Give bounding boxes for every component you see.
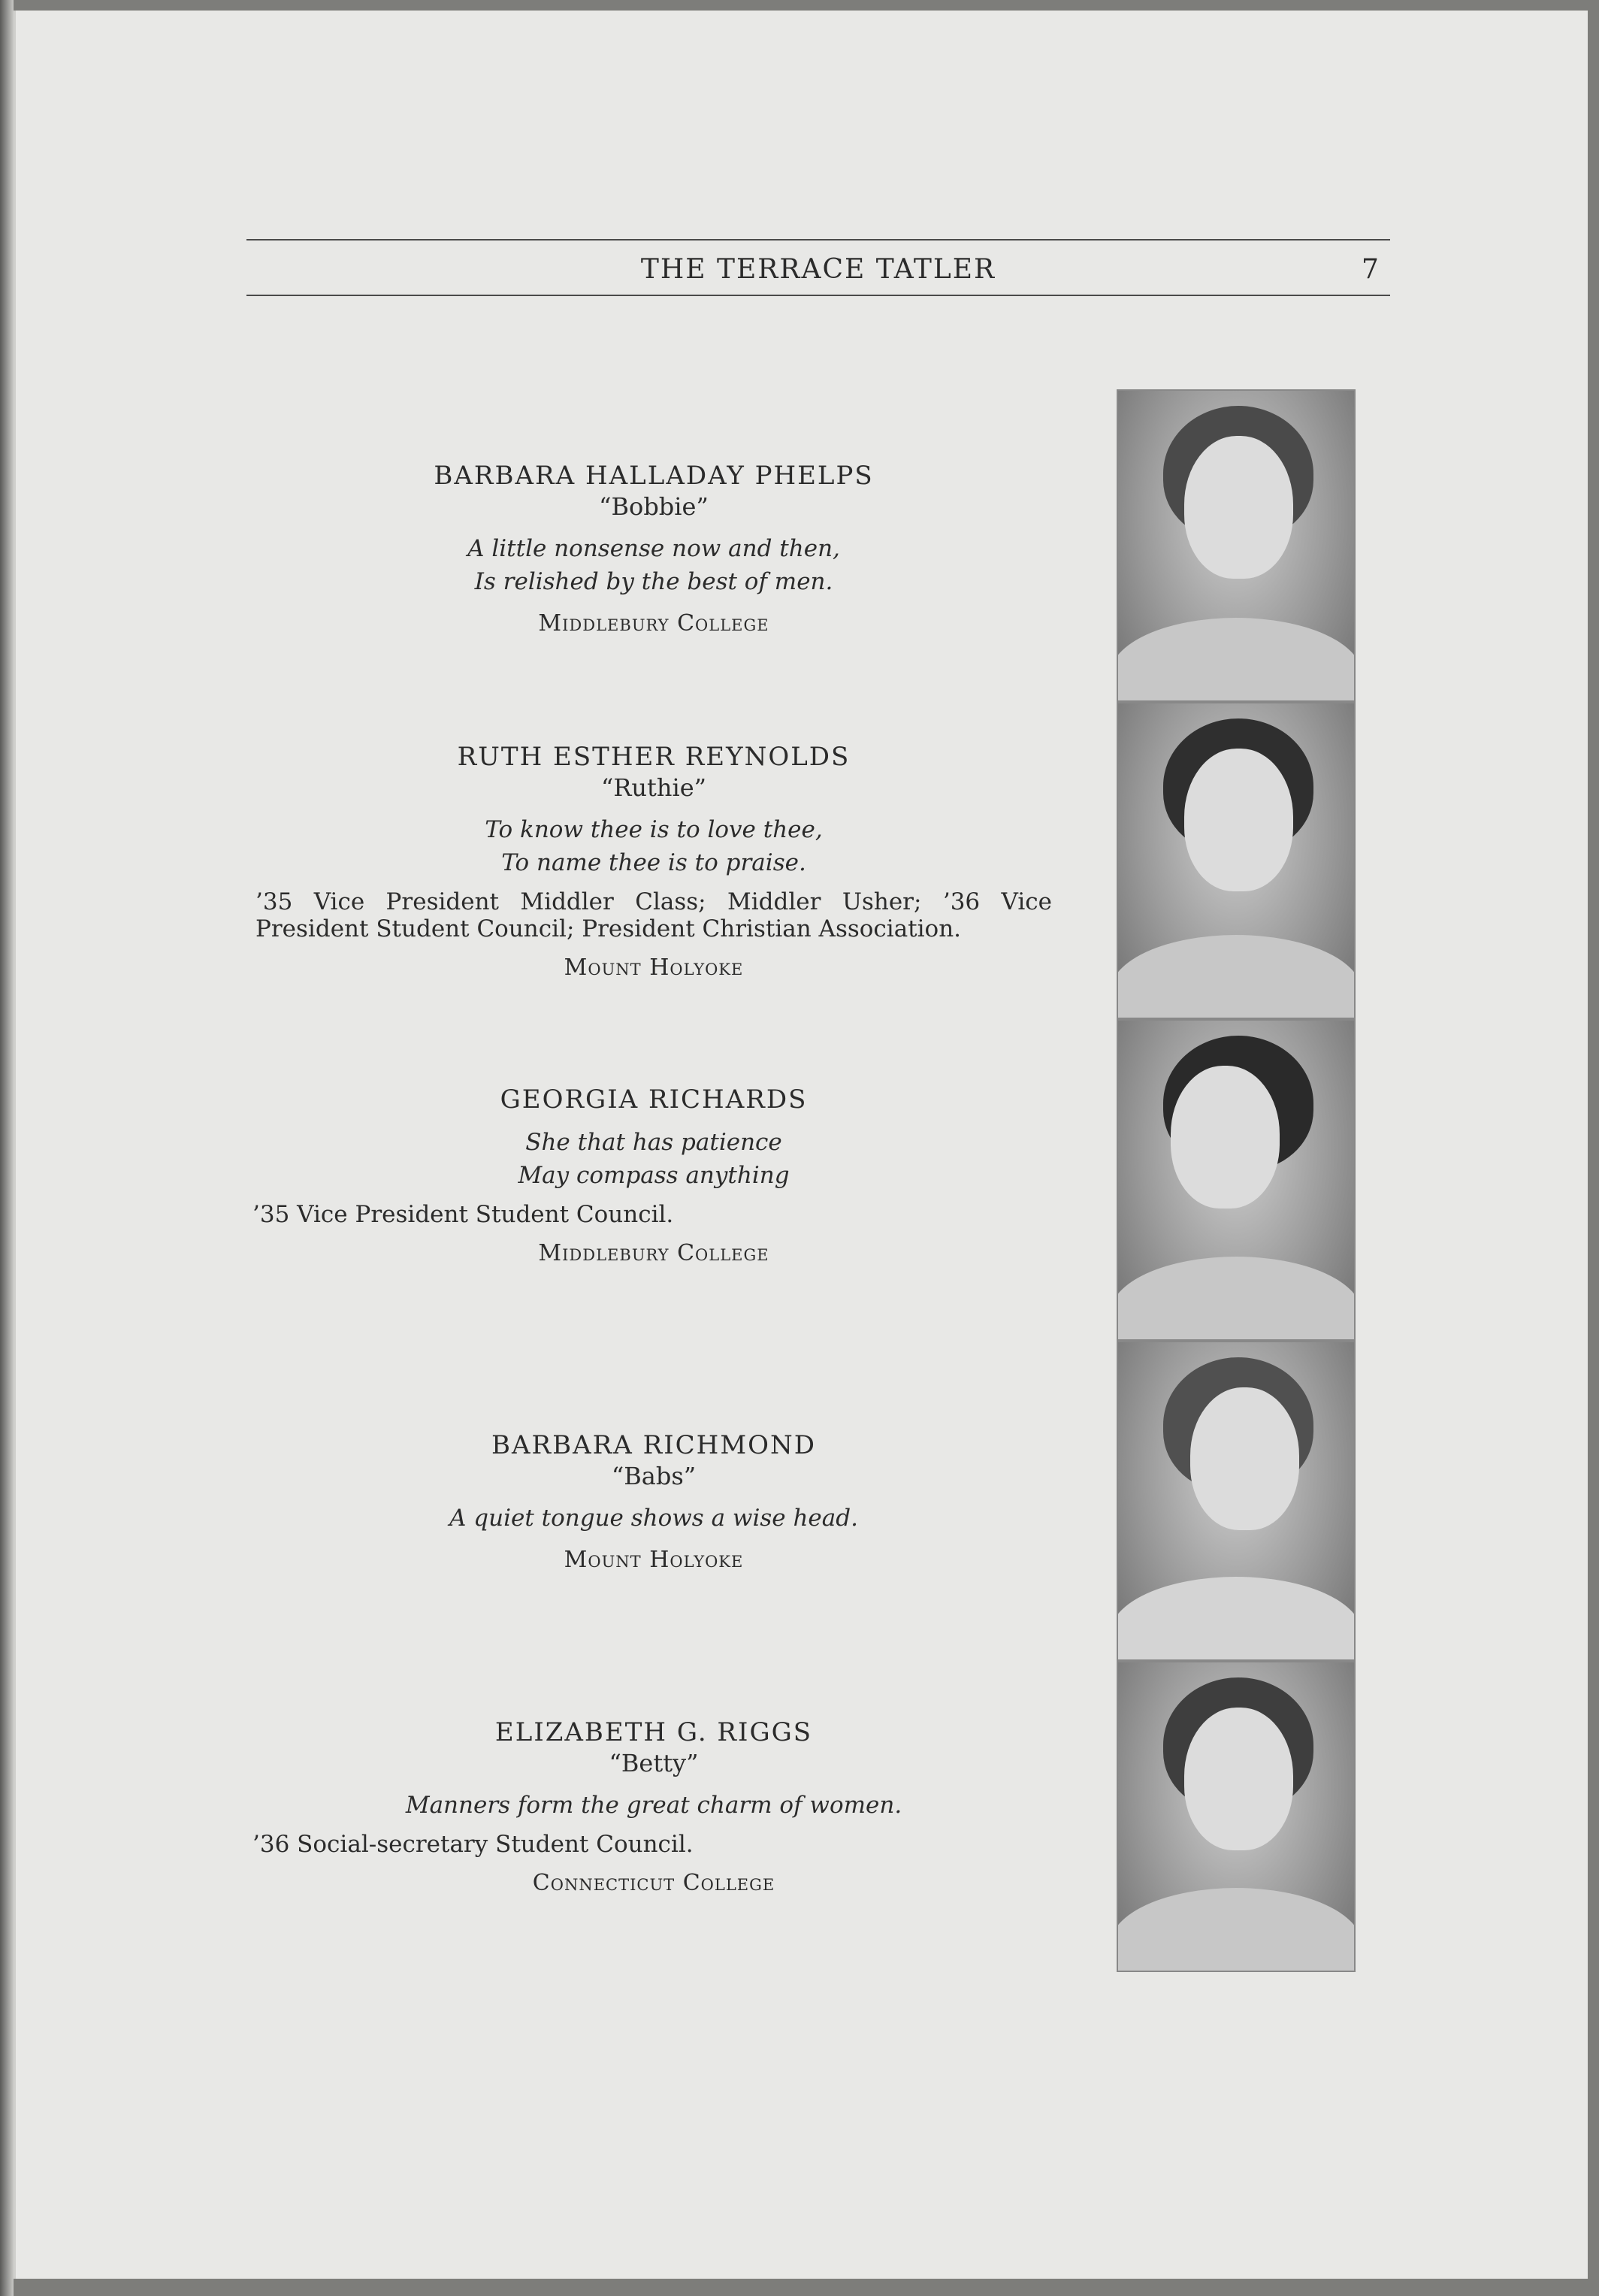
student-name: ELIZABETH G. RIGGS	[494, 1717, 813, 1747]
portrait-photo	[1117, 389, 1356, 702]
portrait-collar	[1117, 1888, 1356, 1972]
quote-line: Manners form the great charm of women.	[405, 1792, 902, 1819]
header-top-rule	[246, 239, 1390, 240]
student-college: Middlebury College	[538, 1240, 769, 1266]
student-honors: ’36 Social-secretary Student Council.	[252, 1831, 694, 1858]
portrait-collar	[1117, 1257, 1356, 1341]
student-name: BARBARA HALLADAY PHELPS	[434, 461, 874, 491]
student-quote	[225, 813, 1082, 879]
student-honors: ’35 Vice President Middler Class; Middler Usher; ’36 Vice President Student Council; President Christian Association.	[255, 888, 1052, 942]
quote-line: May compass anything	[518, 1162, 790, 1189]
student-quote	[225, 1502, 1082, 1535]
quote-line: A quiet tongue shows a wise head.	[449, 1505, 858, 1532]
portrait-face	[1171, 1066, 1280, 1209]
student-nickname: “Bobbie”	[599, 492, 709, 521]
quote-line: A little nonsense now and then,	[467, 535, 840, 562]
student-college: Mount Holyoke	[564, 954, 744, 981]
portrait-face	[1184, 1708, 1293, 1850]
student-entry	[225, 1084, 1082, 1266]
student-name: GEORGIA RICHARDS	[500, 1084, 808, 1115]
portrait-collar	[1117, 935, 1356, 1019]
student-college: Connecticut College	[532, 1870, 775, 1896]
portrait-face	[1190, 1387, 1299, 1530]
student-college: Middlebury College	[538, 610, 769, 637]
binding-spine	[0, 0, 14, 2296]
portrait-column	[1117, 389, 1353, 1972]
portrait-face	[1184, 436, 1293, 579]
student-name: BARBARA RICHMOND	[491, 1430, 817, 1460]
student-nickname: “Ruthie”	[600, 773, 707, 802]
portrait-collar	[1117, 618, 1356, 702]
page-number: 7	[1362, 254, 1379, 285]
quote-line: She that has patience	[525, 1129, 782, 1156]
portrait-face	[1184, 749, 1293, 891]
quote-line: To name thee is to praise.	[501, 849, 806, 876]
quote-line: To know thee is to love thee,	[485, 816, 823, 843]
portrait-photo	[1117, 702, 1356, 1019]
student-quote	[225, 532, 1082, 598]
student-quote	[225, 1789, 1082, 1822]
portrait-photo	[1117, 1019, 1356, 1341]
student-entry	[225, 1429, 1082, 1573]
student-entry	[225, 741, 1082, 981]
student-entry	[225, 1717, 1082, 1896]
student-name: RUTH ESTHER REYNOLDS	[457, 742, 851, 772]
student-entry	[225, 460, 1082, 637]
portrait-photo	[1117, 1661, 1356, 1972]
portrait-collar	[1117, 1577, 1356, 1661]
header-bottom-rule	[246, 295, 1390, 296]
student-nickname: “Betty”	[609, 1749, 699, 1777]
student-college: Mount Holyoke	[564, 1547, 744, 1573]
publication-title: THE TERRACE TATLER	[640, 254, 996, 285]
student-nickname: “Babs”	[611, 1462, 697, 1490]
student-quote	[225, 1126, 1082, 1192]
portrait-photo	[1117, 1341, 1356, 1661]
student-honors: ’35 Vice President Student Council.	[252, 1201, 674, 1228]
quote-line: Is relished by the best of men.	[474, 568, 833, 595]
